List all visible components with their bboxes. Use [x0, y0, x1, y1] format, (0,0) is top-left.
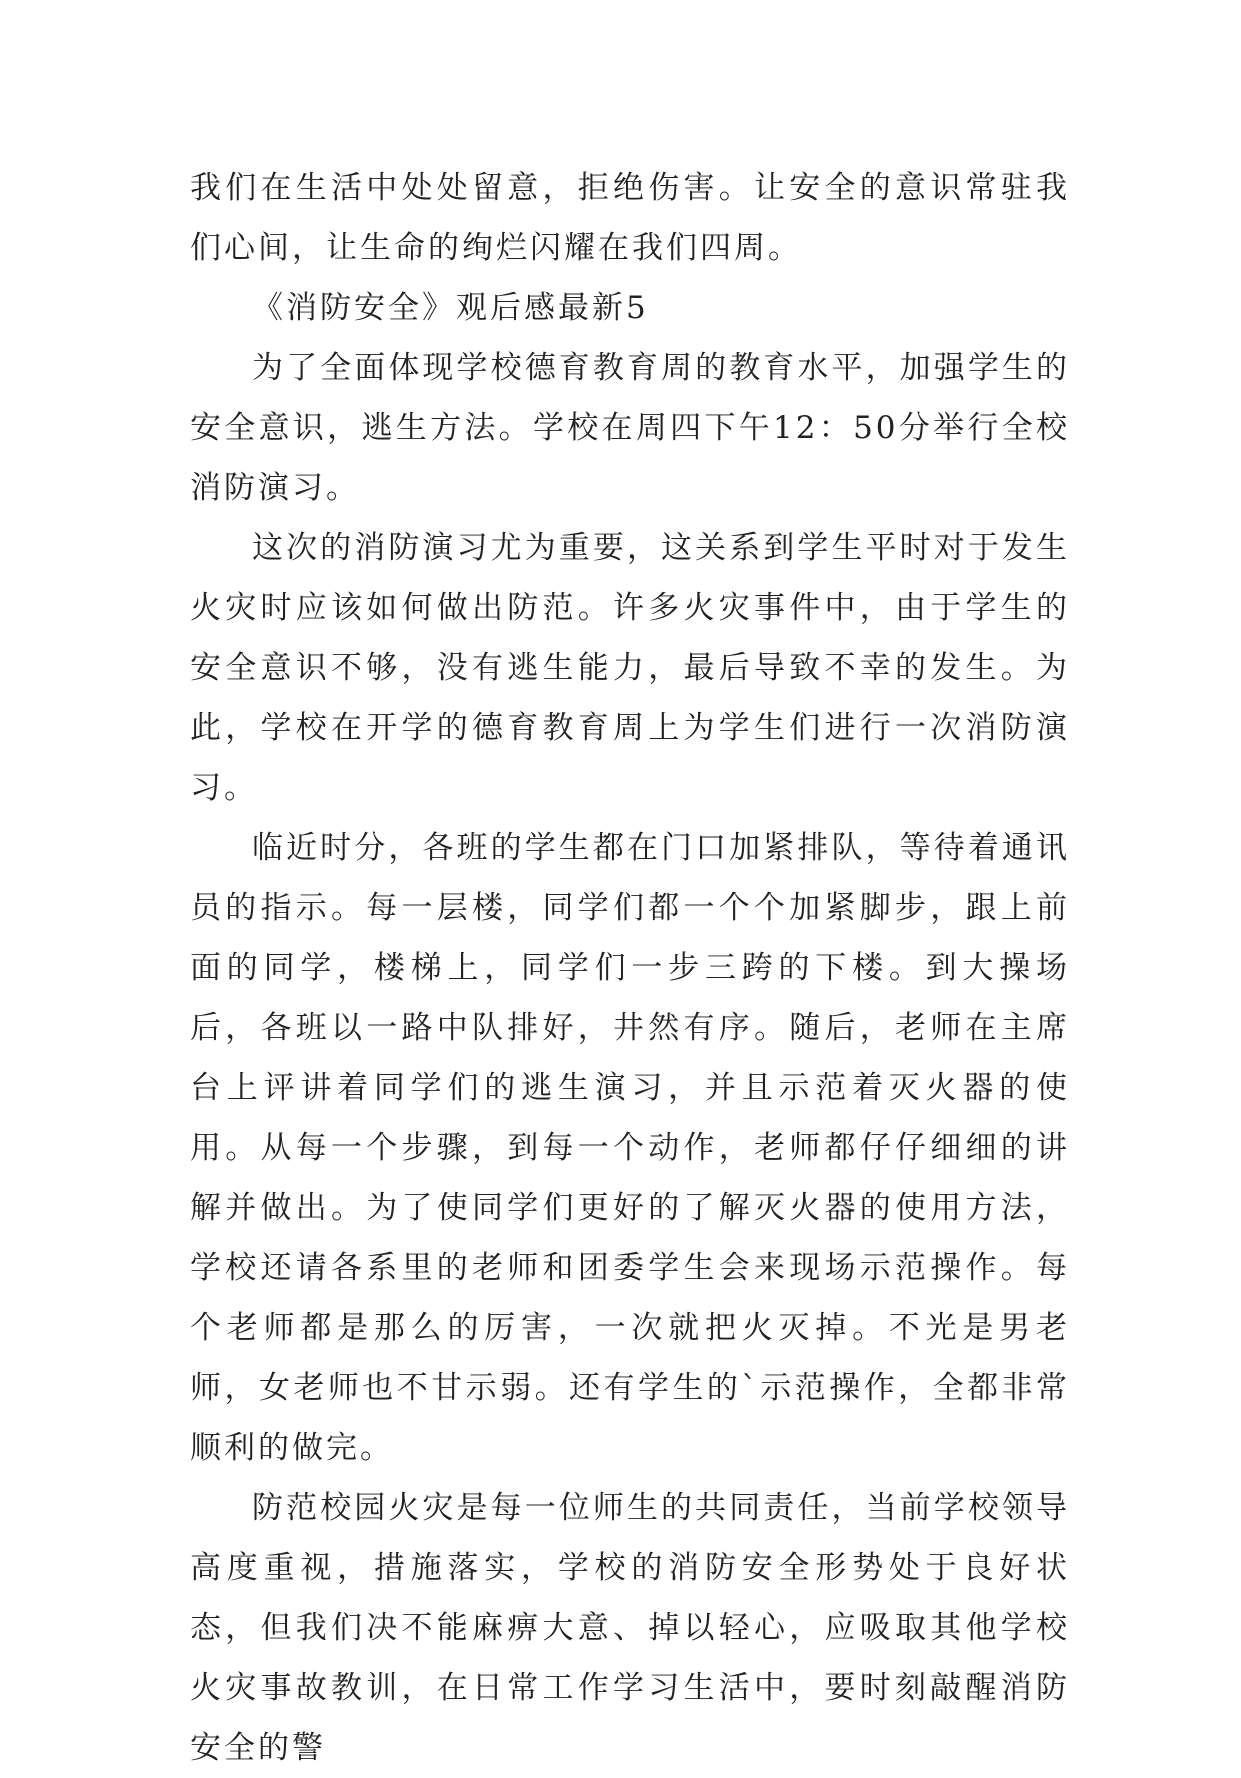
paragraph-intro-continuation: 我们在生活中处处留意，拒绝伤害。让安全的意识常驻我们心间，让生命的绚烂闪耀在我们四周。 [190, 170, 1070, 266]
paragraph-drill-process: 临近时分，各班的学生都在门口加紧排队，等待着通讯员的指示。每一层楼，同学们都一个个加紧脚步，跟上前面的同学，楼梯上，同学们一步三跨的下楼。到大操场后，各班以一路中队排好，井然有序。随后，老师在主席台上评讲着同学们的逃生演习，并且示范着灭火器的使用。从每一个步骤，到每一个动作，老师都仔仔细细的讲解并做出。为了使同学们更好的了解灭火器的使用方法，学校还请各系里的老师和团委学生会来现场示范操作。每个老师都是那么的厉害，一次就把火灭掉。不光是男老师，女老师也不甘示弱。还有学生的`示范操作，全都非常顺利的做完。 [190, 830, 1070, 1466]
paragraph-responsibility: 防范校园火灾是每一位师生的共同责任，当前学校领导高度重视，措施落实，学校的消防安全形势处于良好状态，但我们决不能麻痹大意、掉以轻心，应吸取其他学校火灾事故教训，在日常工作学习生活中，要时刻敲醒消防安全的警 [190, 1490, 1070, 1766]
paragraph-drill-overview: 为了全面体现学校德育教育周的教育水平，加强学生的安全意识，逃生方法。学校在周四下午12：50分举行全校消防演习。 [190, 350, 1070, 506]
section-title: 《消防安全》观后感最新5 [252, 290, 649, 326]
document-body [190, 158, 1070, 1778]
paragraph-drill-importance: 这次的消防演习尤为重要，这关系到学生平时对于发生火灾时应该如何做出防范。许多火灾事件中，由于学生的安全意识不够，没有逃生能力，最后导致不幸的发生。为此，学校在开学的德育教育周上为学生们进行一次消防演习。 [190, 530, 1070, 806]
